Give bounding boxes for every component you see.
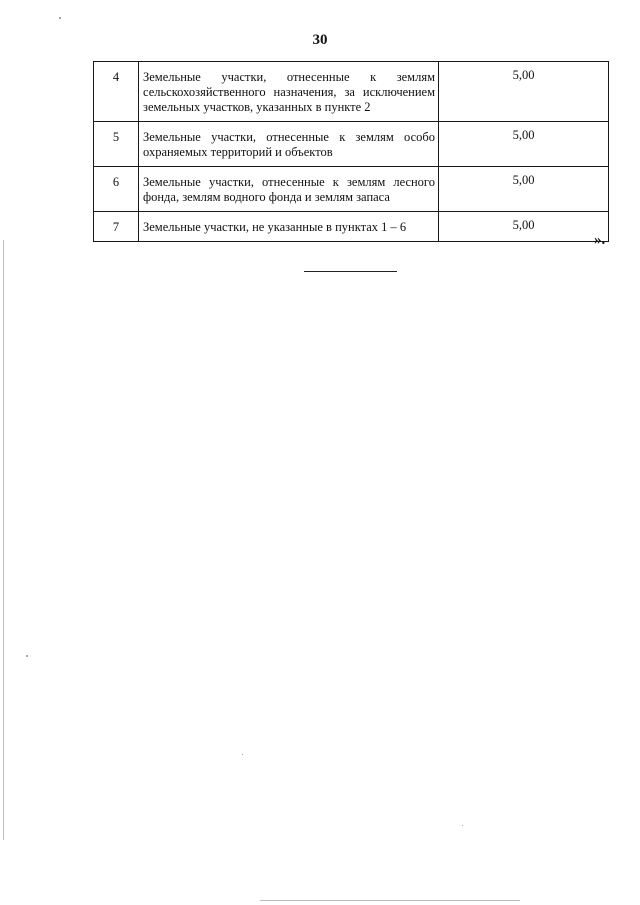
scan-edge-line — [260, 900, 520, 901]
page-number: 30 — [312, 32, 328, 48]
scan-speck — [26, 655, 28, 657]
rates-table — [93, 61, 609, 242]
row-description: Земельные участки, отнесенные к землям лесного фонда, землям водного фонда и землям запаса — [139, 167, 439, 212]
row-description: Земельные участки, отнесенные к землям особо охраняемых территорий и объектов — [139, 122, 439, 167]
table-row — [94, 212, 609, 242]
scan-speck — [59, 17, 61, 19]
table-row — [94, 122, 609, 167]
row-value: 5,00 — [439, 62, 609, 122]
row-description: Земельные участки, не указанные в пунктах 1 – 6 — [139, 212, 439, 242]
row-value: 5,00 — [439, 122, 609, 167]
table-row — [94, 167, 609, 212]
row-description: Земельные участки, отнесенные к землям сельскохозяйственного назначения, за исключением земельных участков, указанных в пункте 2 — [139, 62, 439, 122]
table-row — [94, 62, 609, 122]
row-value: 5,00 — [439, 212, 609, 242]
row-number: 5 — [94, 122, 139, 167]
scan-edge-line — [3, 240, 4, 840]
row-number: 7 — [94, 212, 139, 242]
row-value: 5,00 — [439, 167, 609, 212]
scan-speck — [462, 825, 463, 826]
closing-quote: ». — [594, 232, 606, 248]
row-number: 4 — [94, 62, 139, 122]
scan-speck — [242, 754, 243, 755]
separator-line — [304, 271, 397, 272]
row-number: 6 — [94, 167, 139, 212]
